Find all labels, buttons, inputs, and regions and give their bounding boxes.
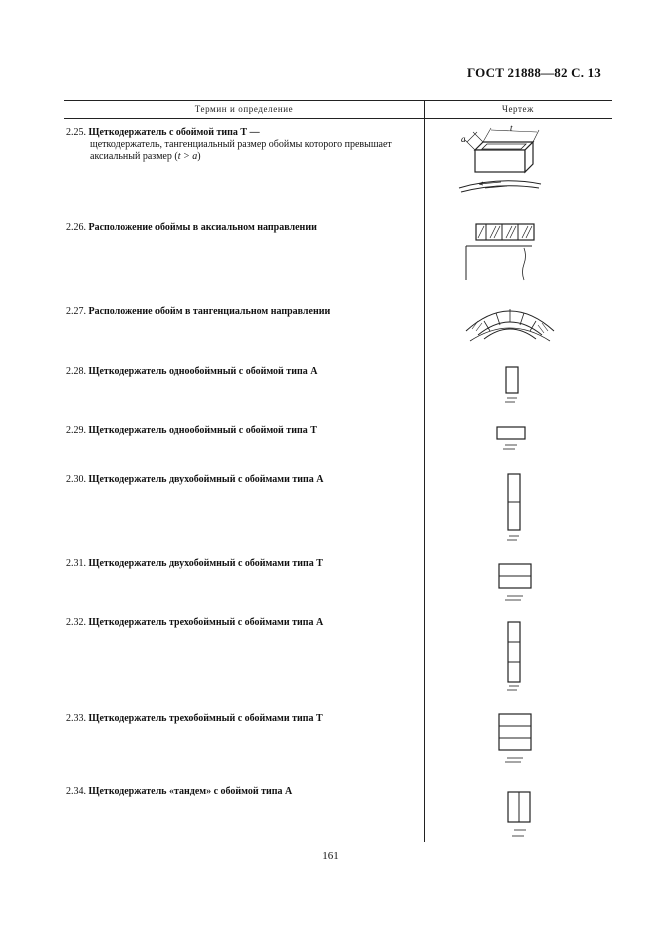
- entry-term: Щеткодержатель двухобоймный с обоймами типа А: [88, 474, 324, 485]
- entry-number: 2.25.: [66, 127, 86, 138]
- entry-2-33: [66, 713, 416, 725]
- entry-number: 2.27.: [66, 306, 86, 317]
- table-column-divider: [424, 100, 425, 842]
- table-header-rule: [64, 118, 612, 119]
- entry-definition: щеткодержатель, тангенциальный размер обоймы которого превышает аксиальный размер (t > a): [90, 139, 392, 162]
- entry-term: Расположение обоймы в аксиальном направлении: [88, 222, 317, 233]
- entry-number: 2.30.: [66, 474, 86, 485]
- column-header-drawing: Чертеж: [502, 104, 534, 114]
- entry-term: Щеткодержатель двухобоймный с обоймами типа Т: [88, 558, 323, 569]
- figure-holder-type-t: [455, 122, 545, 202]
- entry-number: 2.31.: [66, 558, 86, 569]
- entry-number: 2.26.: [66, 222, 86, 233]
- entry-2-31: [66, 558, 416, 570]
- figure-tangential-arrangement: [460, 295, 560, 347]
- entry-term: Щеткодержатель трехобоймный с обоймами типа А: [88, 617, 324, 628]
- entry-2-27: [66, 306, 416, 318]
- entry-2-28: [66, 366, 416, 378]
- entry-number: 2.34.: [66, 786, 86, 797]
- figure-triple-holder-type-a: [502, 620, 526, 696]
- entry-2-30: [66, 474, 416, 486]
- entry-term: Щеткодержатель однообоймный с обоймой типа Т: [88, 425, 317, 436]
- figure-double-holder-type-t: [495, 560, 537, 608]
- entry-term: Щеткодержатель «тандем» с обоймой типа А: [88, 786, 293, 797]
- entry-term: Щеткодержатель с обоймой типа Т —: [88, 127, 260, 138]
- figure-triple-holder-type-t: [495, 712, 537, 776]
- entry-2-25: [66, 127, 416, 163]
- figure-double-holder-type-a: [502, 472, 526, 546]
- entry-2-29: [66, 425, 416, 437]
- dimension-a-label: a: [461, 134, 466, 144]
- document-reference: ГОСТ 21888—82 С. 13: [467, 65, 601, 80]
- page-number: 161: [322, 850, 339, 862]
- table-top-rule: [64, 100, 612, 101]
- figure-single-holder-type-t: [494, 424, 530, 456]
- figure-single-holder-type-a: [500, 364, 524, 408]
- entry-number: 2.28.: [66, 366, 86, 377]
- column-header-term: Термин и определение: [194, 104, 294, 114]
- dimension-t-label: t: [510, 123, 513, 133]
- entry-term: Щеткодержатель однообоймный с обоймой типа А: [88, 366, 318, 377]
- entry-2-26: [66, 222, 416, 234]
- entry-2-34: [66, 786, 416, 798]
- entry-term: Расположение обойм в тангенциальном направлении: [88, 306, 331, 317]
- figure-axial-arrangement: [462, 218, 538, 284]
- entry-term: Щеткодержатель трехобоймный с обоймами типа Т: [88, 713, 323, 724]
- entry-number: 2.33.: [66, 713, 86, 724]
- entry-number: 2.29.: [66, 425, 86, 436]
- entry-2-32: [66, 617, 416, 629]
- entry-number: 2.32.: [66, 617, 86, 628]
- figure-tandem-holder-type-a: [504, 790, 536, 842]
